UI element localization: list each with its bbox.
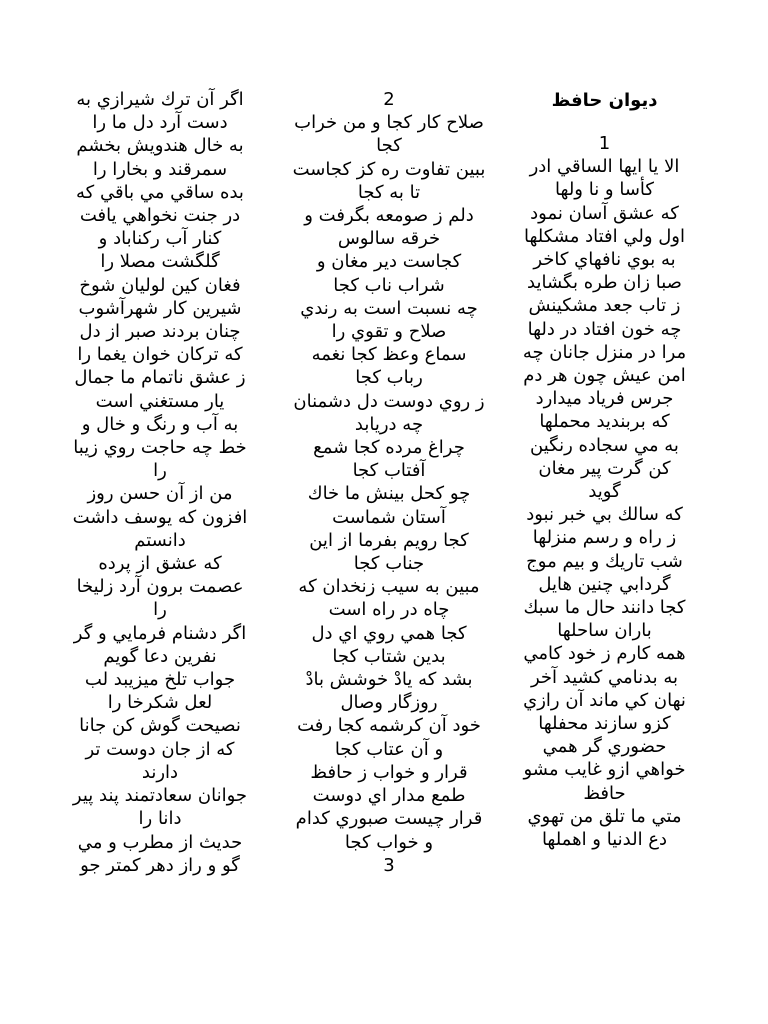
verse-line: خواهي ازو غايب مشو [523, 759, 686, 781]
verse-line: دانستم [134, 529, 186, 551]
verse-line: دانا را [138, 808, 182, 830]
verse-line: صلاح و تقوي را [331, 321, 447, 343]
verse-line: بدين شتاب كجا [332, 645, 446, 667]
verse-line: نفرين دعا گويم [103, 645, 217, 667]
verse-line: طمع مدار اي دوست [312, 785, 466, 807]
verse-line: متي ما تلق من تهوي [527, 805, 682, 827]
verse-line: شيرين كار شهرآشوب [78, 297, 242, 319]
verse-line: تا به كجا [357, 181, 421, 203]
verse-line: نصيحت گوش كن جانا [79, 715, 241, 737]
verse-line: كه بربنديد محملها [539, 411, 670, 433]
verse-line: كنار آب ركناباد و [98, 228, 222, 250]
verse-line: كجا دانند حال ما سبك [523, 597, 686, 619]
verse-line: حضوري گر همي [542, 736, 667, 758]
poem-3-verses [50, 88, 270, 877]
verse-line: كجا همي روي اي دل [311, 622, 467, 644]
verse-line: كزو سازند محفلها [538, 713, 671, 735]
column-right [512, 88, 697, 851]
verse-line: بده ساقي مي باقي كه [76, 181, 244, 203]
verse-line: آفتاب كجا [352, 460, 426, 482]
verse-line: ز روي دوست دل دشمنان [293, 390, 485, 412]
verse-line: دع الدنيا و اهملها [541, 829, 668, 851]
poem-number-2: 2 [383, 89, 395, 110]
verse-line: مرا در منزل جانان چه [522, 341, 687, 363]
verse-line: آستان شماست [332, 506, 446, 528]
verse-line: يار مستغني است [95, 390, 225, 412]
verse-line: گويد [588, 481, 621, 503]
verse-line: شراب ناب كجا [333, 274, 445, 296]
verse-line: مبين به سيب زنخدان كه [298, 576, 480, 598]
verse-line: ببين تفاوت ره كز كجاست [292, 158, 486, 180]
verse-line: سمرقند و بخارا را [92, 158, 228, 180]
verse-line: را [153, 599, 167, 621]
verse-line: دارند [141, 761, 179, 783]
verse-line: چنان بردند صبر از دل [79, 321, 241, 343]
verse-line: چه نسبت است به رندي [300, 297, 478, 319]
verse-line: گو و راز دهر كمتر جو [80, 854, 240, 876]
verse-line: جناب كجا [353, 553, 425, 575]
verse-line: حافظ [583, 782, 626, 804]
verse-line: اگر آن ترك شيرازي به [76, 89, 244, 110]
verse-line: امن عيش چون هر دم [523, 365, 686, 387]
column-middle [283, 88, 495, 877]
verse-line: جرس فرياد ميدارد [535, 388, 674, 410]
verse-line: بشد كه يادْ خوشش بادْ [305, 669, 473, 691]
verse-line: به آب و رنگ و خال و [81, 413, 239, 435]
column-left [50, 88, 270, 877]
verse-line: كه عشق از پرده [98, 553, 222, 575]
verse-line: شب تاريك و بيم موج [526, 550, 683, 572]
verse-line: گلگشت مصلا را [100, 251, 220, 273]
verse-line: ز راه و رسم منزلها [532, 527, 677, 549]
verse-line: افزون كه يوسف داشت [72, 506, 248, 528]
verse-line: الا يا ايها الساقي ادر [529, 156, 680, 178]
verse-line: جواب تلخ ميزيبد لب [84, 669, 236, 691]
verse-line: روزگار وصال [340, 692, 438, 714]
verse-line: لعل شكرخا را [107, 692, 213, 714]
poem-number-1: 1 [598, 133, 611, 154]
verse-line: به مي سجاده رنگين [530, 434, 679, 456]
verse-line: ز تاب جعد مشكينش [528, 295, 681, 317]
verse-line: كن گرت پير مغان [538, 457, 671, 479]
verse-line: چراغ مرده كجا شمع [313, 437, 465, 459]
verse-line: اول ولي افتاد مشكلها [523, 225, 686, 247]
verse-line: به خال هندويش بخشم [76, 135, 244, 157]
verse-line: قرار چيست صبوري كدام [295, 808, 483, 830]
verse-line: چه خون افتاد در دلها [527, 318, 682, 340]
verse-line: اگر دشنام فرمايي و گر [73, 622, 247, 644]
verse-line: خرقه سالوس [337, 228, 441, 250]
verse-line: كه از جان دوست تر [85, 738, 235, 760]
verse-line: و خواب كجا [344, 831, 434, 853]
document-title: دیوان حافظ [551, 90, 658, 111]
verse-line: در جنت نخواهي يافت [79, 205, 241, 227]
poem-2-verses [283, 111, 495, 854]
verse-line: كه عشق آسان نمود [530, 202, 679, 224]
verse-line: رباب كجا [355, 367, 423, 389]
verse-line: كجا [376, 135, 402, 157]
verse-line: كه سالك بي خبر نبود [526, 504, 683, 526]
verse-line: كجاست دير مغان و [316, 251, 462, 273]
verse-line: نهان كي ماند آن رازي [523, 689, 686, 711]
verse-line: قرار و خواب ز حافظ [310, 761, 468, 783]
verse-line: چه دريابد [354, 413, 424, 435]
verse-line: صبا زان طره بگشايد [527, 272, 682, 294]
verse-line: كه تركان خوان يغما را [77, 344, 243, 366]
verse-line: همه كارم ز خود كامي [523, 643, 686, 665]
verse-line: كأسا و نا ولها [555, 179, 654, 201]
verse-line: را [153, 460, 167, 482]
verse-line: سماع وعظ كجا نغمه [311, 344, 467, 366]
verse-line: خود آن كرشمه كجا رفت [297, 715, 481, 737]
verse-line: كجا رويم بفرما از اين [309, 529, 469, 551]
verse-line: فغان كين لوليان شوخ [79, 274, 241, 296]
verse-line: عصمت برون آرد زليخا [76, 576, 244, 598]
verse-line: ز عشق ناتمام ما جمال [74, 367, 246, 389]
verse-line: چاه در راه است [328, 599, 450, 621]
verse-line: دست آرد دل ما را [92, 112, 228, 134]
verse-line: جوانان سعادتمند پند پير [72, 785, 248, 807]
verse-line: چو كحل بينش ما خاك [307, 483, 471, 505]
poem-number-3: 3 [383, 854, 395, 876]
verse-line: گردابي چنين هايل [538, 573, 671, 595]
verse-line: و آن عتاب كجا [334, 738, 444, 760]
verse-line: باران ساحلها [557, 620, 652, 642]
verse-line: خط چه حاجت روي زيبا [73, 437, 247, 459]
verse-line: حديث از مطرب و مي [77, 831, 243, 853]
verse-line: صلاح كار كجا و من خراب [294, 112, 484, 134]
verse-line: به بدنامي كشيد آخر [531, 666, 678, 688]
poem-1-verses [512, 155, 697, 851]
verse-line: من از آن حسن روز [87, 483, 233, 505]
verse-line: دلم ز صومعه بگرفت و [304, 205, 474, 227]
verse-line: به بوي نافهاي كاخر [533, 249, 676, 271]
